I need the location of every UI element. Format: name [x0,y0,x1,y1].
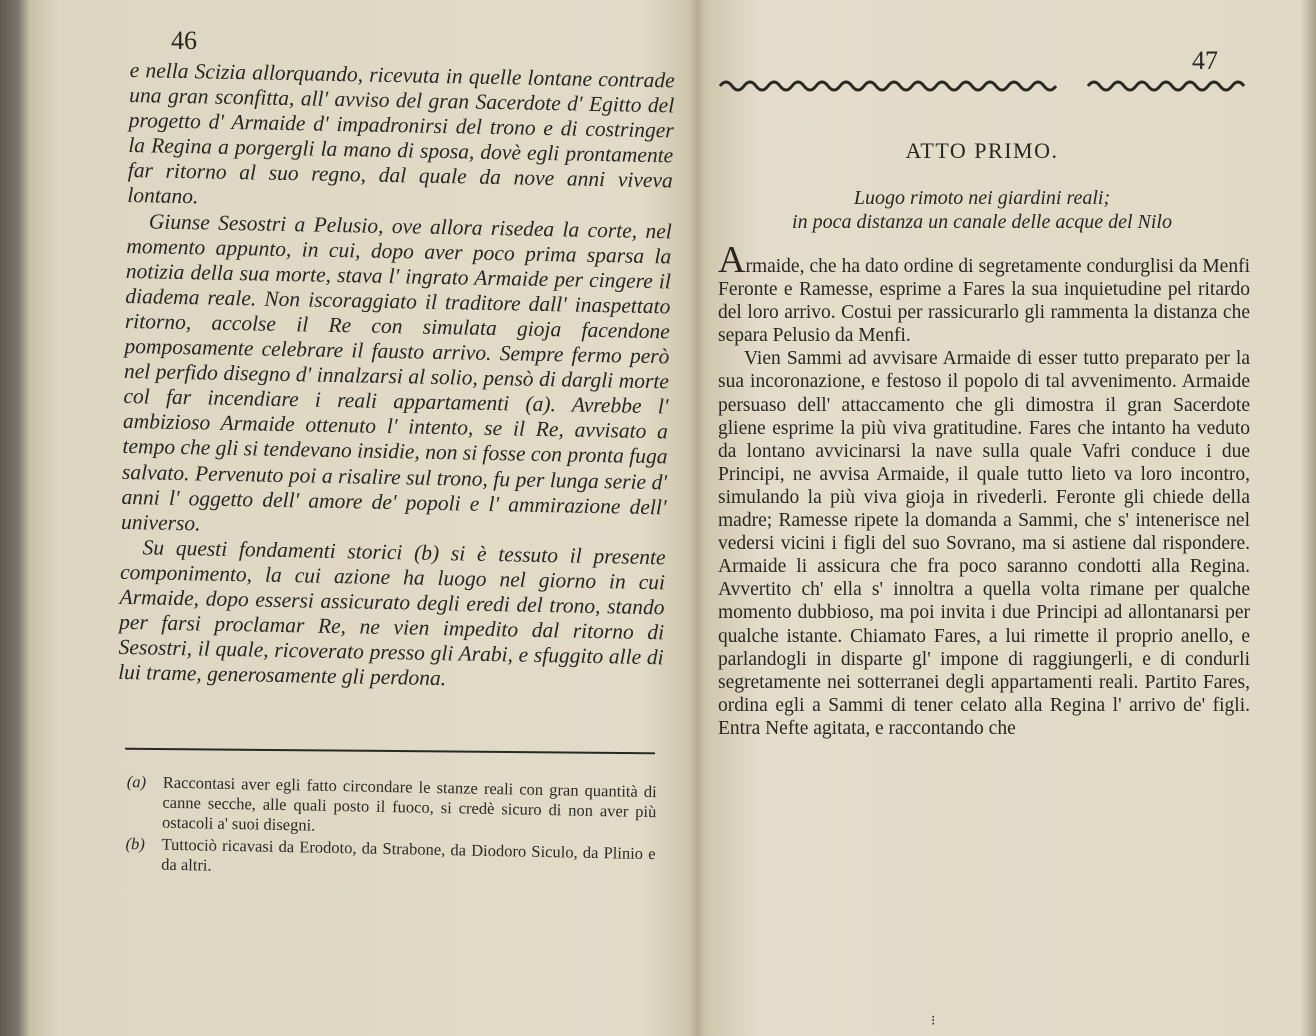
scene-line: in poca distanza un canale delle acque del Nilo [792,211,1172,233]
right-page-body [718,239,1250,740]
footnote-rule [125,748,655,755]
footnote-mark: (a) [126,772,147,792]
binding-thread: ⁝ [931,1014,936,1029]
paragraph: Vien Sammi ad avvisare Armaide di esser tutto preparato per la sua incoronazione, e festoso il popolo di tal avvenimento. Armaide persuaso dell' attaccamento che gli dimostra il gran Sacerdote gliene esprime la più viva gratitudine. Fares che intanto ha veduto da lontano avvicinarsi la nave sulla quale Vafri conduce i due Principi, ne avvisa Armaide, il quale tutto lieto va loro incontro, simulando la più viva gioja in rivederli. Feronte gli chiede della madre; Ramesse ripete la domanda a Sammi, che s' intenerisce nel vedersi vicini i figli del suo Sovrano, ma si astiene dal rispondere. Armaide li assicura che fra poco saranno condotti alla Regina. Avvertito ch' ella s' innoltra a quella volta rimane per qualche momento dubbioso, ma poi invita i due Principi ad allontanarsi per qualche istante. Chiamato Fares, a lui rimette il proprio anello, e parlandogli in disparte gl' impone di raggiungerli, e di condurli segretamente nei sotterranei degli appartamenti reali. Partito Fares, ordina egli a Sammi di tener celato alla Regina l' arrivo de' figli. Entra Nefte agitata, e raccontando che [718,348,1250,739]
paragraph-text: rmaide, che ha dato ordine di segretamente condurglisi da Menfi Feronte e Ramesse, esprime a Fares la sua inquietudine pel ritardo del loro arrivo. Costui per rassicurarlo gli rammenta la distanza che separa Pelusio da Menfi. [718,256,1250,347]
page-number: 46 [171,26,197,55]
act-title: ATTO PRIMO. [905,138,1059,163]
paragraph: Giunse Sesostri a Pelusio, ove allora risedea la corte, nel momento appunto, in cui, dopo aver poco prima sparsa la notizia della sua morte, stava l' ingrato Armaide per cingere il diadema reale. Non iscoraggiato il traditore dall' inaspettato ritorno, accolse il Re con simulata gioja facendone pomposamente celebrare il fausto arrivo. Sempre fermo però nel perfido disegno d' innalzarsi al solio, pensò di dargli morte col far incendiare i reali appartamenti (a). Avrebbe l' ambizioso Armaide ottenuto l' intento, se il Re, avvisato a tempo che gli si tendevano insidie, non si fosse con pronta fuga salvato. Pervenuto poi a risalire sul trono, fu per lunga serie d' anni l' oggetto dell' amore de' popoli e l' ammirazione dell' universo. [120,208,673,536]
page-number: 47 [1192,46,1218,75]
scene-line: Luogo rimoto nei giardini reali; [853,187,1111,209]
footnote [126,772,657,842]
paragraph [718,239,1250,347]
footnote-mark: (b) [125,833,146,854]
footnote [125,834,656,884]
footnotes [125,772,657,886]
paragraph: e nella Scizia allorquando, ricevuta in quelle lontane contrade una gran sconfitta, all' avviso del gran Sacerdote d' Egitto del progetto d' Armaide d' impadronirsi del trono e di costringer la Regina a porgergli la mano di sposa, dovè egli prontamente far ritorno al suo regno, dal quale da nove anni viveva lontano. [127,58,675,209]
scene-description [712,186,1252,234]
left-page [115,20,675,1000]
left-page-body [118,58,675,696]
right-page [712,40,1257,1000]
drop-cap: A [718,239,746,281]
footnote-text: Raccontasi aver egli fatto circondare le stanze reali con gran quantità di canne secche, alle quali posto il fuoco, si credè sicuro di non aver più ostacoli a' suoi disegni. [161,772,657,835]
paragraph: Su questi fondamenti storici (b) si è tessuto il presente componimento, la cui azione ha luogo nel giorno in cui Armaide, dopo essersi assicurato degli eredi del trono, stando per farsi proclamar Re, ne vien impedito dal ritorno di Sesostri, il quale, ricoverato presso gli Arabi, e sfuggito alle di lui trame, generosamente gli perdona. [117,535,666,691]
ornamental-rule [712,74,1252,94]
footnote-text: Tuttociò ricavasi da Erodoto, da Strabone, da Diodoro Siculo, da Plinio e da altri. [161,834,656,875]
